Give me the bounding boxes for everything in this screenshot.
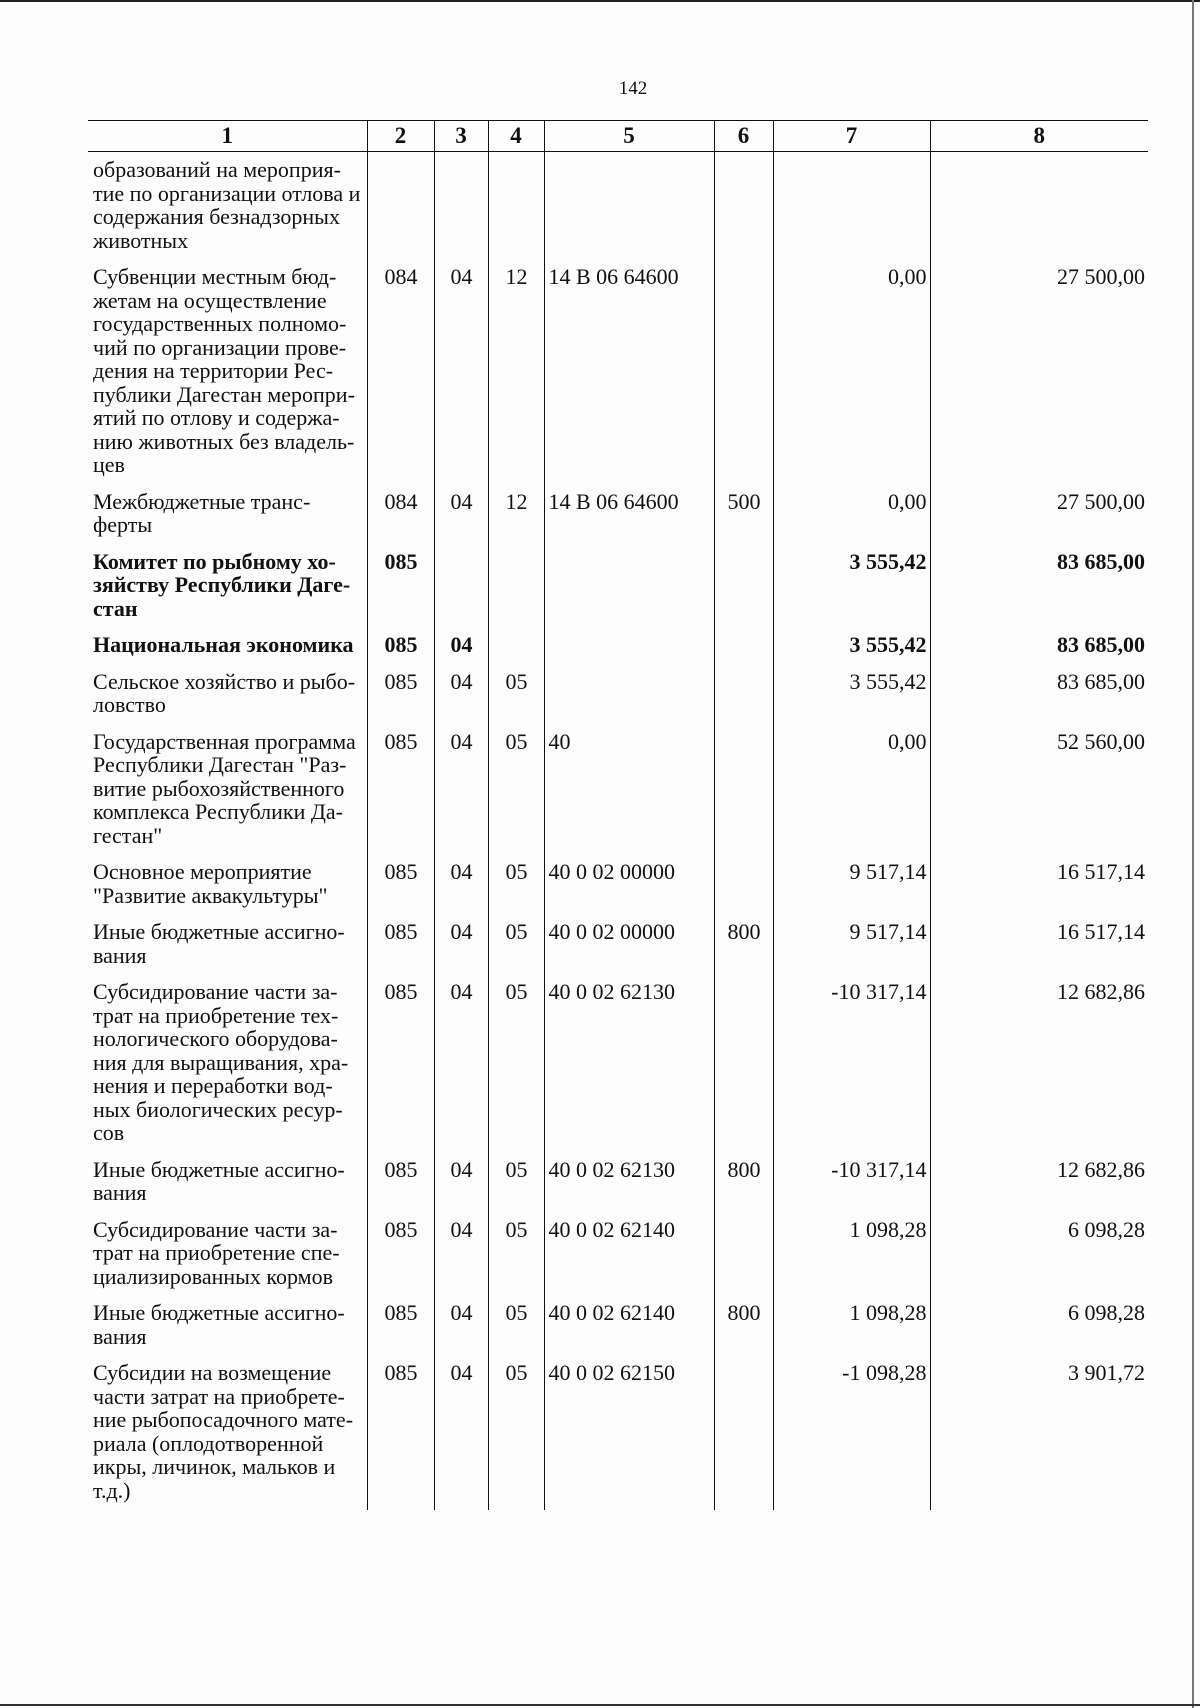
table-row — [88, 490, 1148, 550]
change-amount-cell — [773, 152, 930, 266]
budget-table — [88, 120, 1148, 1510]
total-amount-cell: 83 685,00 — [930, 670, 1148, 730]
section-code-cell: 04 — [434, 1361, 488, 1510]
column-header: 1 — [88, 121, 367, 152]
expense-type-cell — [714, 265, 773, 490]
expense-type-cell — [714, 860, 773, 920]
section-code-cell: 04 — [434, 633, 488, 670]
change-amount-cell: -10 317,14 — [773, 980, 930, 1158]
subsection-code-cell: 05 — [488, 860, 544, 920]
expense-type-cell: 800 — [714, 920, 773, 980]
target-article-cell: 40 — [544, 730, 714, 861]
change-amount-cell: -10 317,14 — [773, 1158, 930, 1218]
table-row — [88, 633, 1148, 670]
total-amount-cell: 83 685,00 — [930, 550, 1148, 634]
table-row — [88, 730, 1148, 861]
section-code-cell: 04 — [434, 490, 488, 550]
row-name-cell: Основное мероприятие "Развитие аквакультуры" — [93, 859, 328, 908]
page-number: 142 — [618, 78, 648, 99]
ministry-code-cell: 085 — [367, 1361, 434, 1510]
change-amount-cell: 9 517,14 — [773, 920, 930, 980]
scan-border-bottom — [0, 1704, 1200, 1706]
total-amount-cell: 12 682,86 — [930, 980, 1148, 1158]
row-name-cell: Субсидии на возмещение части затрат на приобрете-ние рыбопосадочного мате-риала (оплодотворенной икры, личинок, мальков и т.д.) — [93, 1360, 354, 1503]
ministry-code-cell: 085 — [367, 1158, 434, 1218]
row-name-cell: Иные бюджетные ассигно-вания — [93, 1156, 345, 1205]
table-row — [88, 1158, 1148, 1218]
subsection-code-cell — [488, 152, 544, 266]
table-row — [88, 1218, 1148, 1302]
expense-type-cell — [714, 633, 773, 670]
table-row — [88, 1301, 1148, 1361]
row-name-cell: Межбюджетные транс-ферты — [93, 488, 311, 537]
ministry-code-cell: 085 — [367, 1301, 434, 1361]
target-article-cell: 14 В 06 64600 — [544, 265, 714, 490]
expense-type-cell: 800 — [714, 1301, 773, 1361]
table-row — [88, 1361, 1148, 1510]
section-code-cell: 04 — [434, 730, 488, 861]
table-row — [88, 980, 1148, 1158]
change-amount-cell: 0,00 — [773, 730, 930, 861]
ministry-code-cell: 084 — [367, 265, 434, 490]
ministry-code-cell: 085 — [367, 860, 434, 920]
row-name-cell: Субсидирование части за-трат на приобретение тех-нологического оборудова-ния для выращивания, хра-нения и переработки вод-ных биологических ресур-сов — [93, 979, 349, 1145]
row-name-cell: Субвенции местным бюд-жетам на осуществление государственных полномо-чий по организации прове-дения на территории Рес-публики Дагестан меропри-ятий по отлову и содержа-нию животных без владель-цев — [93, 264, 355, 477]
change-amount-cell: 0,00 — [773, 490, 930, 550]
table-row — [88, 550, 1148, 634]
section-code-cell: 04 — [434, 1158, 488, 1218]
change-amount-cell: 3 555,42 — [773, 550, 930, 634]
change-amount-cell: 3 555,42 — [773, 633, 930, 670]
subsection-code-cell: 05 — [488, 1158, 544, 1218]
ministry-code-cell: 085 — [367, 670, 434, 730]
subsection-code-cell: 05 — [488, 730, 544, 861]
column-header: 7 — [773, 121, 930, 152]
expense-type-cell: 800 — [714, 1158, 773, 1218]
subsection-code-cell: 05 — [488, 920, 544, 980]
change-amount-cell: -1 098,28 — [773, 1361, 930, 1510]
section-code-cell: 04 — [434, 1301, 488, 1361]
column-header: 3 — [434, 121, 488, 152]
total-amount-cell: 83 685,00 — [930, 633, 1148, 670]
change-amount-cell: 3 555,42 — [773, 670, 930, 730]
scan-border-top — [0, 0, 1200, 2]
target-article-cell — [544, 633, 714, 670]
section-code-cell — [434, 550, 488, 634]
row-name-cell: Иные бюджетные ассигно-вания — [93, 1300, 345, 1349]
section-code-cell: 04 — [434, 860, 488, 920]
table-row — [88, 860, 1148, 920]
subsection-code-cell: 05 — [488, 1301, 544, 1361]
target-article-cell — [544, 152, 714, 266]
expense-type-cell — [714, 980, 773, 1158]
subsection-code-cell: 05 — [488, 1218, 544, 1302]
expense-type-cell — [714, 1361, 773, 1510]
expense-type-cell — [714, 152, 773, 266]
total-amount-cell: 12 682,86 — [930, 1158, 1148, 1218]
table-row — [88, 265, 1148, 490]
row-name-cell: Иные бюджетные ассигно-вания — [93, 919, 345, 968]
subsection-code-cell: 12 — [488, 490, 544, 550]
expense-type-cell — [714, 550, 773, 634]
section-code-cell: 04 — [434, 1218, 488, 1302]
table-row — [88, 152, 1148, 266]
row-name-cell: Национальная экономика — [93, 632, 354, 657]
subsection-code-cell: 05 — [488, 1361, 544, 1510]
row-name-cell: Комитет по рыбному хо-зяйству Республики Даге-стан — [93, 548, 351, 621]
target-article-cell: 40 0 02 62130 — [544, 980, 714, 1158]
total-amount-cell: 16 517,14 — [930, 860, 1148, 920]
target-article-cell — [544, 550, 714, 634]
table-header-row — [88, 121, 1148, 152]
target-article-cell: 40 0 02 62130 — [544, 1158, 714, 1218]
subsection-code-cell: 05 — [488, 670, 544, 730]
target-article-cell: 40 0 02 62150 — [544, 1361, 714, 1510]
ministry-code-cell: 085 — [367, 1218, 434, 1302]
table-row — [88, 670, 1148, 730]
expense-type-cell — [714, 670, 773, 730]
total-amount-cell: 6 098,28 — [930, 1218, 1148, 1302]
row-name-cell: образований на мероприя-тие по организации отлова и содержания безнадзорных животных — [93, 157, 361, 253]
ministry-code-cell — [367, 152, 434, 266]
total-amount-cell: 27 500,00 — [930, 490, 1148, 550]
target-article-cell: 40 0 02 62140 — [544, 1218, 714, 1302]
subsection-code-cell — [488, 633, 544, 670]
target-article-cell: 40 0 02 00000 — [544, 920, 714, 980]
ministry-code-cell: 085 — [367, 980, 434, 1158]
table-row — [88, 920, 1148, 980]
section-code-cell: 04 — [434, 670, 488, 730]
section-code-cell — [434, 152, 488, 266]
target-article-cell: 40 0 02 62140 — [544, 1301, 714, 1361]
total-amount-cell: 3 901,72 — [930, 1361, 1148, 1510]
total-amount-cell: 52 560,00 — [930, 730, 1148, 861]
change-amount-cell: 1 098,28 — [773, 1301, 930, 1361]
subsection-code-cell: 12 — [488, 265, 544, 490]
change-amount-cell: 1 098,28 — [773, 1218, 930, 1302]
expense-type-cell: 500 — [714, 490, 773, 550]
ministry-code-cell: 085 — [367, 550, 434, 634]
target-article-cell — [544, 670, 714, 730]
ministry-code-cell: 085 — [367, 730, 434, 861]
total-amount-cell: 6 098,28 — [930, 1301, 1148, 1361]
expense-type-cell — [714, 730, 773, 861]
column-header: 2 — [367, 121, 434, 152]
ministry-code-cell: 084 — [367, 490, 434, 550]
ministry-code-cell: 085 — [367, 920, 434, 980]
change-amount-cell: 0,00 — [773, 265, 930, 490]
scan-border-right — [1192, 0, 1194, 1708]
column-header: 6 — [714, 121, 773, 152]
expense-type-cell — [714, 1218, 773, 1302]
target-article-cell: 40 0 02 00000 — [544, 860, 714, 920]
column-header: 8 — [930, 121, 1148, 152]
subsection-code-cell: 05 — [488, 980, 544, 1158]
target-article-cell: 14 В 06 64600 — [544, 490, 714, 550]
change-amount-cell: 9 517,14 — [773, 860, 930, 920]
total-amount-cell: 16 517,14 — [930, 920, 1148, 980]
section-code-cell: 04 — [434, 920, 488, 980]
section-code-cell: 04 — [434, 265, 488, 490]
column-header: 5 — [544, 121, 714, 152]
total-amount-cell: 27 500,00 — [930, 265, 1148, 490]
row-name-cell: Субсидирование части за-трат на приобретение спе-циализированных кормов — [93, 1216, 340, 1289]
row-name-cell: Государственная программа Республики Дагестан "Раз-витие рыбохозяйственного комплекса Республики Да-гестан" — [93, 728, 356, 848]
row-name-cell: Сельское хозяйство и рыбо-ловство — [93, 668, 356, 717]
total-amount-cell — [930, 152, 1148, 266]
section-code-cell: 04 — [434, 980, 488, 1158]
subsection-code-cell — [488, 550, 544, 634]
ministry-code-cell: 085 — [367, 633, 434, 670]
column-header: 4 — [488, 121, 544, 152]
